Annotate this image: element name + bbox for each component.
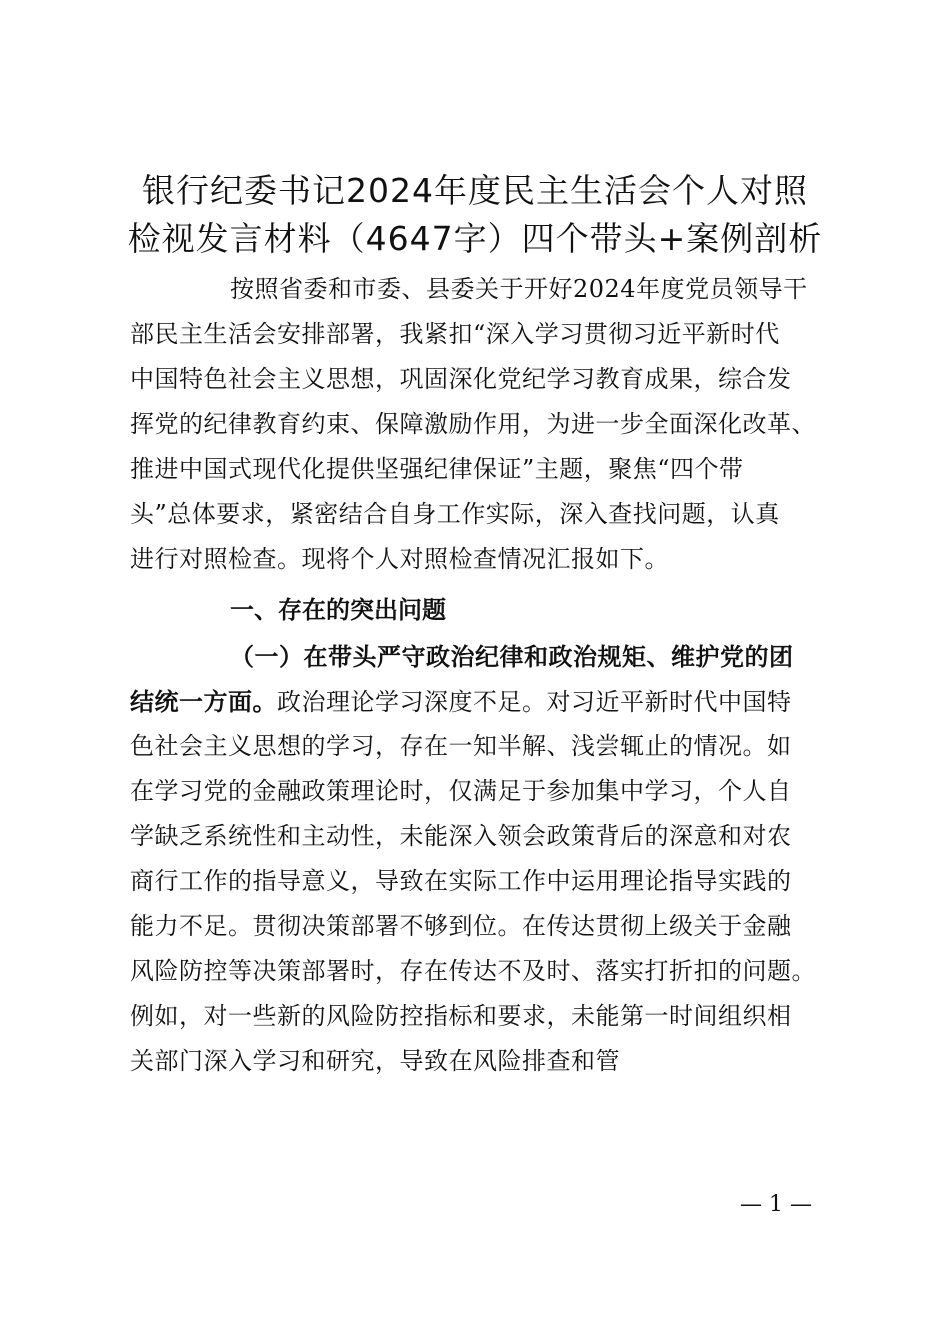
intro-line: 挥党的纪律教育约束、保障激励作用，为进一步全面深化改革、 [130,410,816,438]
intro-line: 部民主生活会安排部署，我紧扣“深入学习贯彻习近平新时代 [130,320,780,348]
paragraph-line [130,679,835,724]
subheading-bold: （一）在带头严守政治纪律和政治规矩、维护党的团 [230,642,794,671]
title-line-1: 银行纪委书记2024年度民主生活会个人对照 [142,171,808,210]
intro-line: 中国特色社会主义思想，巩固深化党纪学习教育成果，综合发 [130,365,792,393]
paragraph-line: 能力不足。贯彻决策部署不够到位。在传达贯彻上级关于金融 [130,912,792,940]
paragraph-line: 在学习党的金融政策理论时，仅满足于参加集中学习，个人自 [130,777,792,805]
paragraph-line: 商行工作的指导意义，导致在实际工作中运用理论指导实践的 [130,867,792,895]
paragraph-line: 色社会主义思想的学习，存在一知半解、浅尝辄止的情况。如 [130,732,792,760]
intro-paragraph [130,267,835,582]
paragraph-line: 风险防控等决策部署时，存在传达不及时、落实打折扣的问题。 [130,957,816,985]
document-title [110,167,840,263]
intro-line: 头”总体要求，紧密结合自身工作实际，深入查找问题，认真 [130,500,780,528]
subheading-line [130,634,835,679]
intro-line: 进行对照检查。现将个人对照检查情况汇报如下。 [130,545,669,573]
section-heading-1: 一、存在的突出问题 [230,596,446,624]
page-number: — 1 — [740,1192,812,1217]
paragraph-line: 关部门深入学习和研究，导致在风险排查和管 [130,1047,620,1075]
paragraph-line: 例如，对一些新的风险防控指标和要求，未能第一时间组织相 [130,1002,792,1030]
paragraph-text: 政治理论学习深度不足。对习近平新时代中国特 [277,688,792,716]
section-1-paragraph [130,634,835,1084]
title-line-2: 检视发言材料（4647字）四个带头+案例剖析 [127,219,823,258]
intro-line: 推进中国式现代化提供坚强纪律保证”主题，聚焦“四个带 [130,455,744,483]
subheading-bold-end: 结统一方面。 [130,687,277,716]
paragraph-line: 学缺乏系统性和主动性，未能深入领会政策背后的深意和对农 [130,822,792,850]
intro-line: 按照省委和市委、县委关于开好2024年度党员领导干 [230,275,808,303]
